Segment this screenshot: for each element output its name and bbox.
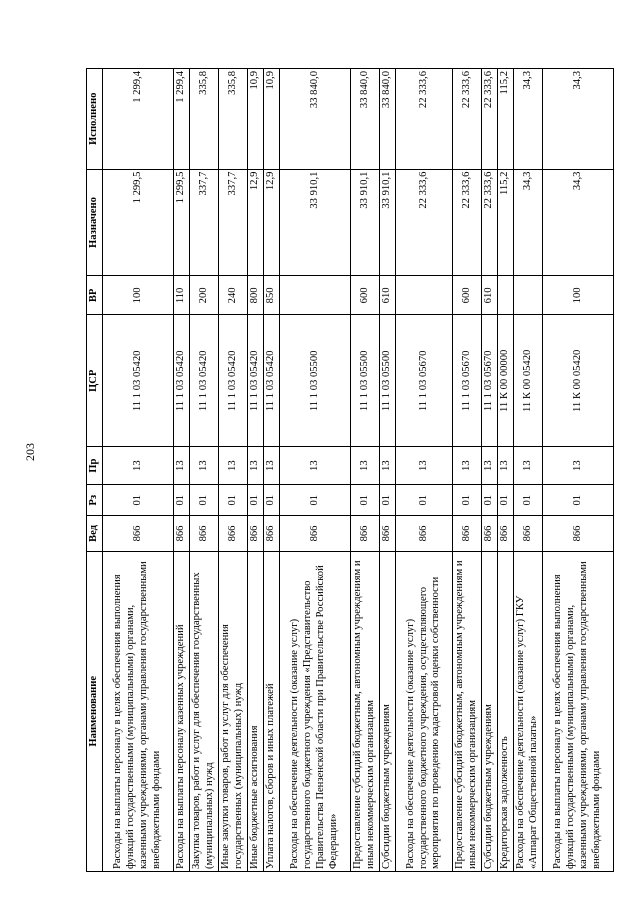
budget-table: [86, 68, 614, 872]
table-row: [396, 69, 453, 872]
row-rz: 01: [103, 484, 174, 515]
row-pr: 13: [453, 447, 482, 485]
row-vr: 610: [482, 276, 498, 315]
row-csr: 11 1 03 05670: [482, 315, 498, 447]
row-rz: 01: [396, 484, 453, 515]
row-csr: 11 1 03 05420: [190, 315, 219, 447]
row-vr: [498, 276, 514, 315]
row-executed: 1 299,4: [174, 69, 190, 170]
row-assigned: 22 333,6: [396, 169, 453, 276]
row-name: Расходы на выплаты персоналу в целях обеспечения выполнения функций государственными (муниципальными) органами, казенными учреждениями, органами управления государственными внебюджетными фондами: [103, 551, 174, 871]
row-ved: 866: [174, 516, 190, 551]
row-executed: 1 299,4: [103, 69, 174, 170]
row-executed: 34,3: [514, 69, 543, 170]
row-name: Предоставление субсидий бюджетным, автономным учреждениям и иным некоммерческим организациям: [351, 551, 380, 871]
table-row: [482, 69, 498, 872]
table-row: [280, 69, 351, 872]
row-name: Субсидии бюджетным учреждениям: [482, 551, 498, 871]
row-vr: 800: [248, 276, 264, 315]
row-vr: 200: [190, 276, 219, 315]
row-vr: [396, 276, 453, 315]
row-csr: 11 1 03 05420: [248, 315, 264, 447]
row-name: Закупка товаров, работ и услуг для обеспечения государственных (муниципальных) нужд: [190, 551, 219, 871]
table-row: [543, 69, 614, 872]
row-csr: 11 К 00 00000: [498, 315, 514, 447]
row-csr: 11 К 00 05420: [543, 315, 614, 447]
row-assigned: 337,7: [219, 169, 248, 276]
row-executed: 33 840,0: [380, 69, 396, 170]
row-ved: 866: [514, 516, 543, 551]
row-ved: 866: [190, 516, 219, 551]
row-name: Уплата налогов, сборов и иных платежей: [264, 551, 280, 871]
rotated-page: [86, 68, 602, 872]
row-vr: [280, 276, 351, 315]
row-csr: 11 1 03 05420: [264, 315, 280, 447]
row-csr: 11 К 00 05420: [514, 315, 543, 447]
row-executed: 22 333,6: [453, 69, 482, 170]
table-row: [190, 69, 219, 872]
row-ved: 866: [264, 516, 280, 551]
row-name: Расходы на обеспечение деятельности (оказание услуг) государственного бюджетного учреждения «Представительство Правительства Пензенской области при Правительстве Российской Федерации»: [280, 551, 351, 871]
row-rz: 01: [453, 484, 482, 515]
row-assigned: 1 299,5: [174, 169, 190, 276]
row-rz: 01: [351, 484, 380, 515]
row-rz: 01: [280, 484, 351, 515]
row-rz: 01: [482, 484, 498, 515]
row-executed: 34,3: [543, 69, 614, 170]
row-ved: 866: [396, 516, 453, 551]
row-ved: 866: [543, 516, 614, 551]
row-executed: 10,9: [248, 69, 264, 170]
row-rz: 01: [264, 484, 280, 515]
header-pr: Пр: [87, 447, 103, 485]
row-assigned: 34,3: [543, 169, 614, 276]
row-name: Расходы на выплаты персоналу казенных учреждений: [174, 551, 190, 871]
row-pr: 13: [543, 447, 614, 485]
row-csr: 11 1 03 05420: [174, 315, 190, 447]
row-pr: 13: [351, 447, 380, 485]
row-assigned: 33 910,1: [280, 169, 351, 276]
header-executed: Исполнено: [87, 69, 103, 170]
row-csr: 11 1 03 05500: [351, 315, 380, 447]
row-executed: 22 333,6: [482, 69, 498, 170]
row-name: Субсидии бюджетным учреждениям: [380, 551, 396, 871]
table-row: [380, 69, 396, 872]
row-name: Иные закупки товаров, работ и услуг для обеспечения государственных (муниципальных) нужд: [219, 551, 248, 871]
row-assigned: 22 333,6: [482, 169, 498, 276]
table-row: [264, 69, 280, 872]
row-assigned: 12,9: [248, 169, 264, 276]
row-ved: 866: [380, 516, 396, 551]
row-pr: 13: [482, 447, 498, 485]
table-header-row: [87, 69, 103, 872]
row-ved: 866: [280, 516, 351, 551]
row-csr: 11 1 03 05420: [103, 315, 174, 447]
row-executed: 335,8: [190, 69, 219, 170]
row-csr: 11 1 03 05500: [280, 315, 351, 447]
row-vr: 110: [174, 276, 190, 315]
header-ved: Вед: [87, 516, 103, 551]
row-rz: 01: [514, 484, 543, 515]
row-ved: 866: [219, 516, 248, 551]
row-assigned: 337,7: [190, 169, 219, 276]
row-name: Предоставление субсидий бюджетным, автономным учреждениям и иным некоммерческим организациям: [453, 551, 482, 871]
row-pr: 13: [514, 447, 543, 485]
row-name: Расходы на обеспечение деятельности (оказание услуг) государственного бюджетного учреждения, осуществляющего мероприятия по проведению кадастровой оценки собственности: [396, 551, 453, 871]
row-vr: 240: [219, 276, 248, 315]
row-assigned: 34,3: [514, 169, 543, 276]
row-pr: 13: [219, 447, 248, 485]
row-pr: 13: [248, 447, 264, 485]
row-assigned: 12,9: [264, 169, 280, 276]
row-assigned: 1 299,5: [103, 169, 174, 276]
row-name: Кредиторская задолженность: [498, 551, 514, 871]
row-executed: 33 840,0: [351, 69, 380, 170]
row-vr: 850: [264, 276, 280, 315]
row-pr: 13: [396, 447, 453, 485]
row-pr: 13: [103, 447, 174, 485]
table-row: [248, 69, 264, 872]
row-rz: 01: [174, 484, 190, 515]
row-executed: 33 840,0: [280, 69, 351, 170]
row-csr: 11 1 03 05670: [453, 315, 482, 447]
row-ved: 866: [351, 516, 380, 551]
row-rz: 01: [498, 484, 514, 515]
row-ved: 866: [248, 516, 264, 551]
table-row: [498, 69, 514, 872]
table-row: [351, 69, 380, 872]
row-ved: 866: [453, 516, 482, 551]
header-csr: ЦСР: [87, 315, 103, 447]
row-pr: 13: [174, 447, 190, 485]
row-csr: 11 1 03 05670: [396, 315, 453, 447]
row-name: Иные бюджетные ассигнования: [248, 551, 264, 871]
row-name: Расходы на обеспечение деятельности (оказание услуг) ГКУ «Аппарат Общественной палаты»: [514, 551, 543, 871]
table-row: [219, 69, 248, 872]
row-assigned: 33 910,1: [380, 169, 396, 276]
row-ved: 866: [482, 516, 498, 551]
row-csr: 11 1 03 05500: [380, 315, 396, 447]
row-assigned: 22 333,6: [453, 169, 482, 276]
row-executed: 10,9: [264, 69, 280, 170]
row-ved: 866: [103, 516, 174, 551]
row-vr: 100: [103, 276, 174, 315]
row-rz: 01: [380, 484, 396, 515]
page-number: 203: [23, 443, 37, 461]
row-pr: 13: [190, 447, 219, 485]
table-row: [453, 69, 482, 872]
row-executed: 335,8: [219, 69, 248, 170]
row-rz: 01: [219, 484, 248, 515]
row-vr: [514, 276, 543, 315]
table-row: [103, 69, 174, 872]
header-vr: ВР: [87, 276, 103, 315]
row-pr: 13: [280, 447, 351, 485]
header-name: Наименование: [87, 551, 103, 871]
row-vr: 100: [543, 276, 614, 315]
row-pr: 13: [380, 447, 396, 485]
row-executed: 115,2: [498, 69, 514, 170]
row-rz: 01: [248, 484, 264, 515]
row-pr: 13: [264, 447, 280, 485]
row-pr: 13: [498, 447, 514, 485]
row-vr: 600: [351, 276, 380, 315]
row-vr: 600: [453, 276, 482, 315]
row-rz: 01: [190, 484, 219, 515]
row-ved: 866: [498, 516, 514, 551]
row-name: Расходы на выплаты персоналу в целях обеспечения выполнения функций государственными (муниципальными) органами, казенными учреждениями, органами управления государственными внебюджетными фондами: [543, 551, 614, 871]
table-row: [514, 69, 543, 872]
row-rz: 01: [543, 484, 614, 515]
row-assigned: 115,2: [498, 169, 514, 276]
header-rz: Рз: [87, 484, 103, 515]
row-csr: 11 1 03 05420: [219, 315, 248, 447]
row-assigned: 33 910,1: [351, 169, 380, 276]
table-row: [174, 69, 190, 872]
row-executed: 22 333,6: [396, 69, 453, 170]
row-vr: 610: [380, 276, 396, 315]
header-assigned: Назначено: [87, 169, 103, 276]
